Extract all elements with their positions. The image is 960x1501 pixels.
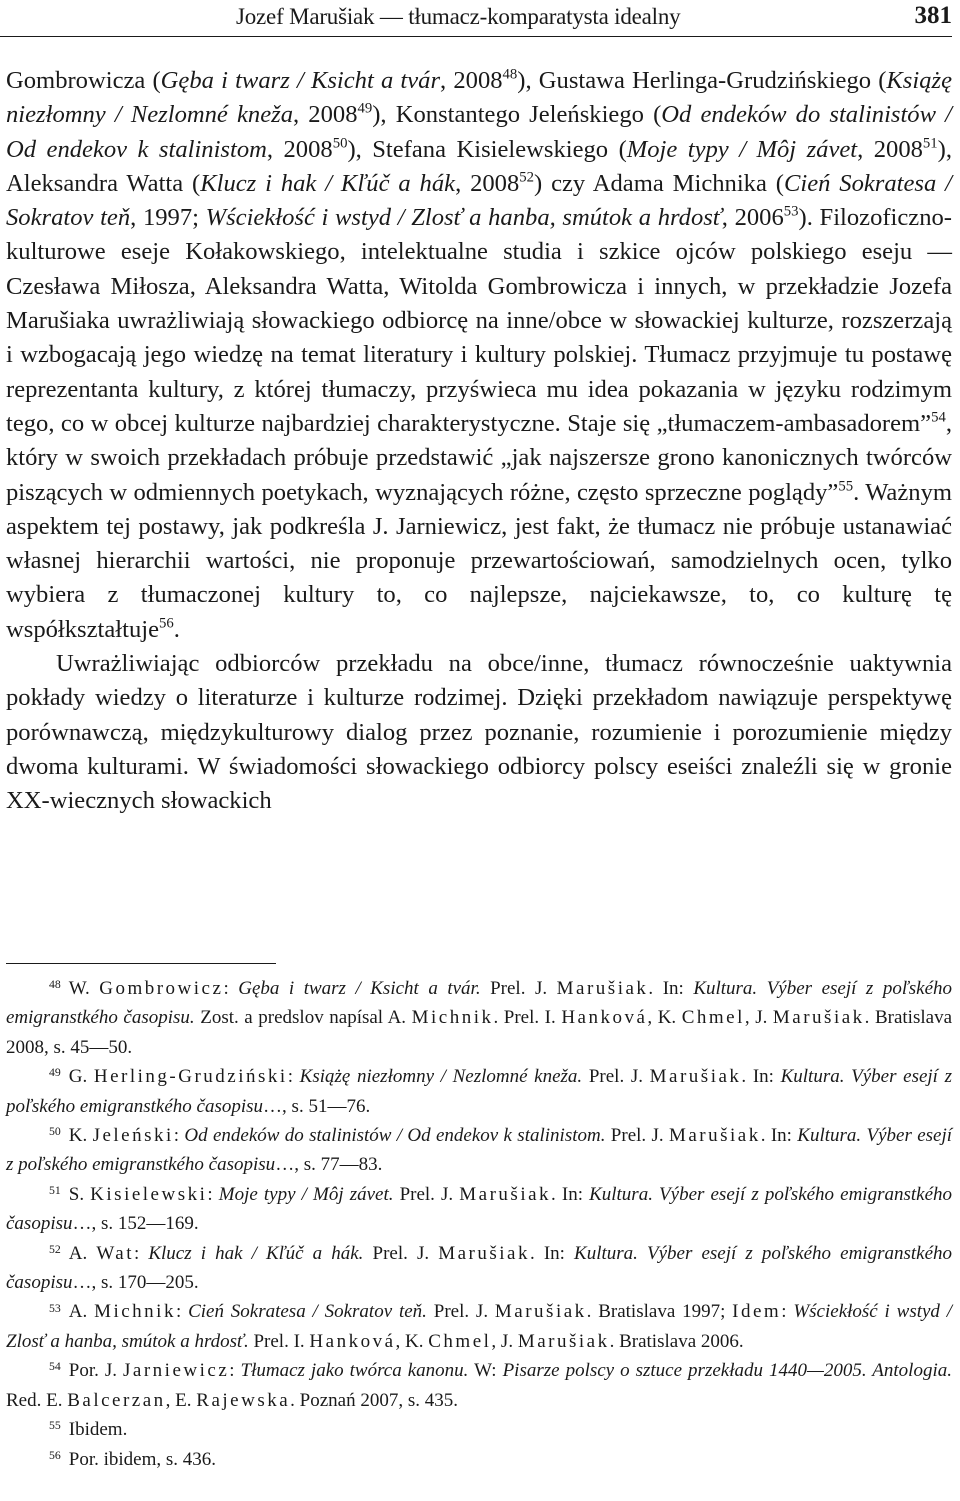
- footnote-56: $^{56}$ Por. ibidem, s. 436.: [49, 1448, 217, 1470]
- footnote-51: $^{51}$ S. Kisielewski: Moje typy / Môj závet. Prel. J. Marušiak. In: Kultura. Výber esejí z poľského emigranstkého časopisu…, s. 152—169.: [6, 1183, 953, 1235]
- footnote-48: $^{48}$ W. Gombrowicz: Gęba i twarz / Ksicht a tvár. Prel. J. Marušiak. In: Kultura. Výber esejí z poľského emigranstkého časopisu. Zost. a predslov napísal A. Michnik. Prel. I. Hanková, K. Chmel, J. Marušiak. Bratislava 2008, s. 45—50.: [6, 978, 953, 1058]
- page-number: 381: [914, 2, 952, 29]
- footnote-ref-51[interactable]: 51: [922, 135, 938, 151]
- footnote-ref-53[interactable]: 53: [783, 203, 799, 220]
- footnote-50: $^{50}$ K. Jeleński: Od endeków do stalinistów / Od endekov k stalinistom. Prel. J. Marušiak. In: Kultura. Výber esejí z poľského emigranstkého časopisu…, s. 77—83.: [6, 1125, 953, 1176]
- paragraph-1: Gombrowicza (Gęba i twarz / Ksicht a tvár, 2008$^{48}$), Gustawa Herlinga-Grudzińskiego (Książę niezłomny / Nezlomné kneža, 2008$^{49}$), Konstantego Jeleńskiego (Od endeków do stalinistów / Od endekov k stalinistom, 2008$^{50}$), Stefana Kisielewskiego (Moje typy / Môj závet, 2008$^{51}$), Aleksandra Watta (Klucz i hak / Kľúč a hák, 2008$^{52}$) czy Adama Michnika (Cień Sokratesa / Sokratov teň, 1997; Wściekłość i wstyd / Zlosť a hanba, smútok a hrdosť, 2006$^{53}$). Filozoficzno-kulturowe eseje Kołakowskiego, intelektualne studia i szkice ojców polskiego eseju — Czesława Miłosza, Aleksandra Watta, Witolda Gombrowicza i innych, w przekładzie Jozefa Marušiaka uwrażliwiają słowackiego odbiorcę na inne/obce w słowackiej kulturze, rozszerzają i wzbogacają jego wiedzę na temat literatury i kultury polskiej. Tłumacz przyjmuje tu postawę reprezentanta kultury, z której tłumaczy, przyświeca mu idea pokazania w języku rodzimym tego, co w obcej kulturze najbardziej charakterystyczne. Staje się „tłumaczem-ambasadorem”$^{54}$, który w swoich przekładach próbuje przedstawić „jak najszersze grono kanonicznych twórców piszących w odmiennych poetykach, wyznających różne, często sprzeczne poglądy”$^{55}$. Ważnym aspektem tej postawy, jak podkreśla J. Jarniewicz, jest fakt, że tłumacz nie próbuje ustanawiać własnej hierarchii wartości, nie proponuje przewartościowań, samodzielnych ocen, tylko wybiera z tłumaczonej kultury to, co najlepsze, najciekawsze, to, co kulturę tę współkształtuje$^{56}$.: [6, 66, 953, 643]
- footnote-ref-48[interactable]: 48: [502, 66, 518, 83]
- footnote-55: $^{55}$ Ibidem.: [49, 1419, 128, 1441]
- main-text: [6, 64, 952, 819]
- footnote-52: $^{52}$ A. Wat: Klucz i hak / Kľúč a hák. Prel. J. Marušiak. In: Kultura. Výber esejí z poľského emigranstkého časopisu…, s. 170—205.: [6, 1242, 953, 1294]
- footnote-49: $^{49}$ G. Herling-Grudziński: Książę niezłomny / Nezlomné kneža. Prel. J. Marušiak. In: Kultura. Výber esejí z poľského emigranstkého časopisu…, s. 51—76.: [6, 1066, 953, 1117]
- footnotes: [6, 974, 952, 1474]
- footnote-ref-54[interactable]: 54: [931, 409, 946, 426]
- footnote-ref-52[interactable]: 52: [519, 169, 535, 186]
- paragraph-2: Uwrażliwiając odbiorców przekładu na obce/inne, tłumacz równocześnie uaktywnia pokłady wiedzy o literaturze i kulturze rodzimej. Dzięki przekładom nawiązuje perspektywę porównawczą, międzykulturowy dialog przez poznanie, rozumienie i porozumienie między dwoma kulturami. W świadomości słowackiego odbiorcy polscy eseiści znaleźli się w gronie XX-wiecznych słowackich: [6, 650, 952, 815]
- footnote-ref-56[interactable]: 56: [159, 615, 174, 632]
- footnote-ref-50[interactable]: 50: [332, 135, 348, 151]
- footnote-53: $^{53}$ A. Michnik: Cień Sokratesa / Sokratov teň. Prel. J. Marušiak. Bratislava 1997; Idem: Wściekłość i wstyd / Zlosť a hanba, smútok a hrdosť. Prel. I. Hanková, K. Chmel, J. Marušiak. Bratislava 2006.: [6, 1301, 953, 1352]
- footnote-54: $^{54}$ Por. J. Jarniewicz: Tłumacz jako twórca kanonu. W: Pisarze polscy o sztuce przekładu 1440—2005. Antologia. Red. E. Balcerzan, E. Rajewska. Poznań 2007, s. 435.: [6, 1360, 952, 1411]
- footnote-rule: [6, 963, 276, 964]
- running-head: [0, 2, 952, 37]
- footnote-ref-49[interactable]: 49: [357, 100, 373, 117]
- footnote-ref-55[interactable]: 55: [838, 477, 854, 494]
- running-title: Jozef Marušiak — tłumacz-komparatysta idealny: [236, 4, 681, 29]
